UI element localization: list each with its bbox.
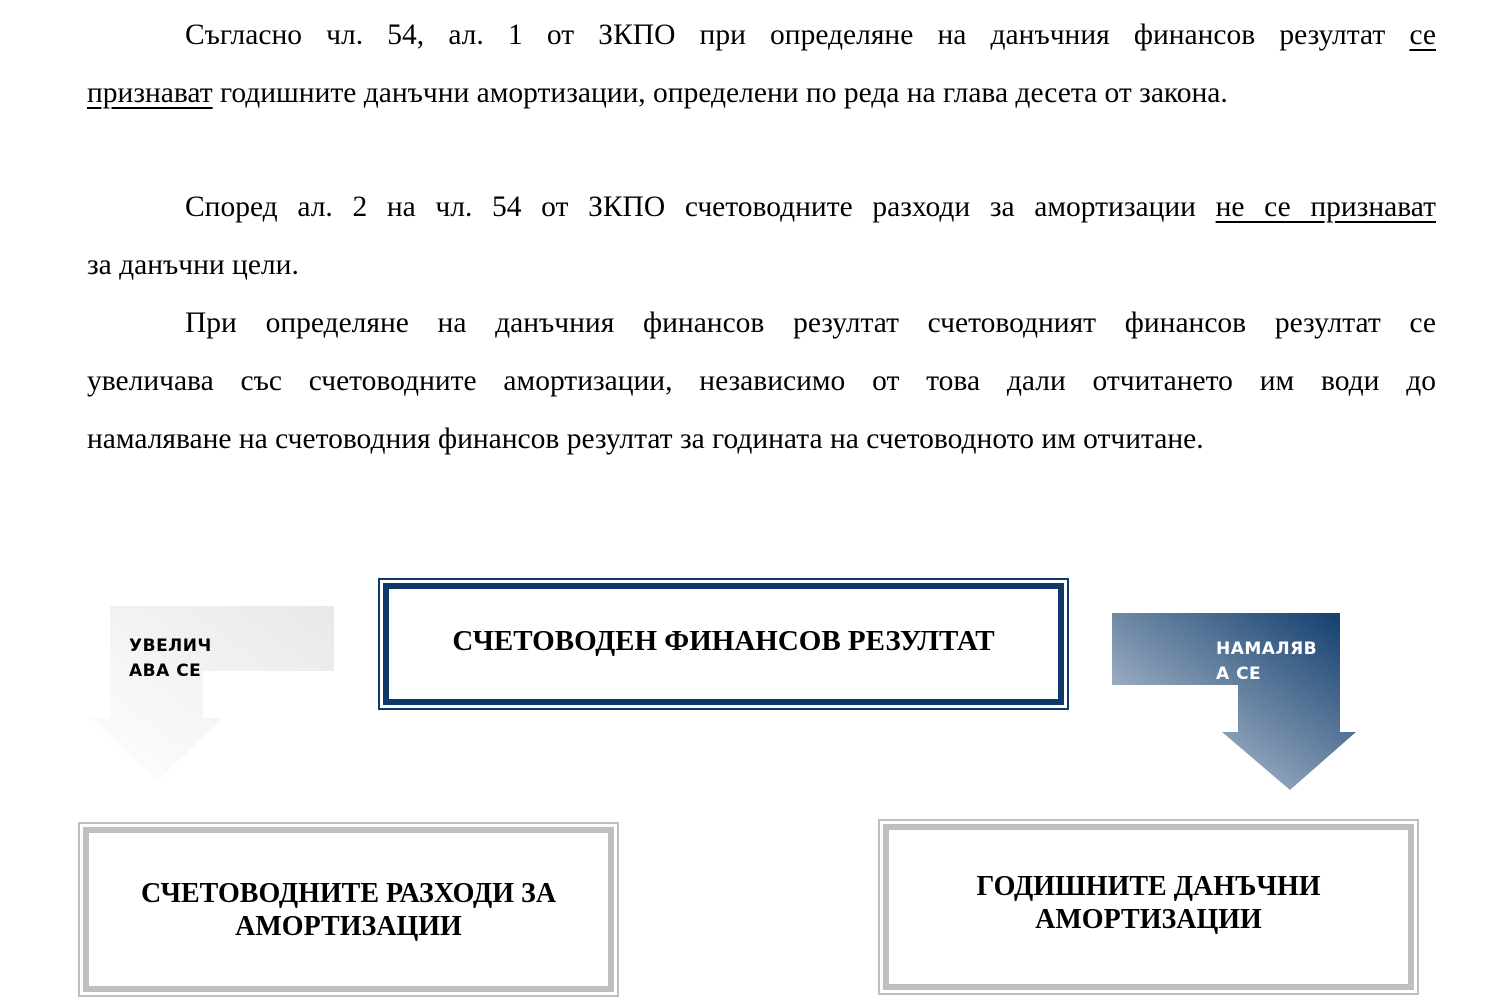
underlined-priznavat: признават xyxy=(87,77,213,109)
accounting-financial-result-box xyxy=(378,578,1069,710)
label-line-2: АМОРТИЗАЦИИ xyxy=(1035,904,1262,935)
annual-tax-depreciation-box xyxy=(878,819,1419,995)
text: за данъчни цели. xyxy=(87,249,299,281)
paragraph-3 xyxy=(87,294,1436,468)
paragraph-2-line-2 xyxy=(87,236,1436,294)
label-line-1: СЧЕТОВОДНИТЕ РАЗХОДИ ЗА xyxy=(140,877,557,909)
paragraph-3-line-3: намаляване на счетоводния финансов резултат за годината на счетоводното им отчитане. xyxy=(87,423,1204,455)
paragraph-1-line-2 xyxy=(87,64,1436,122)
increase-label-line-1: УВЕЛИЧ xyxy=(129,636,212,656)
paragraph-3-line-2: увеличава със счетоводните амортизации, независимо от това дали отчитането им води до xyxy=(87,365,1436,397)
increase-label-line-2: АВА СЕ xyxy=(129,661,202,681)
decrease-label-line-1: НАМАЛЯВ xyxy=(1216,639,1318,659)
paragraph-1 xyxy=(87,6,1436,122)
accounting-depreciation-expenses-label xyxy=(141,877,556,943)
label-line-2: АМОРТИЗАЦИИ xyxy=(235,910,462,942)
decrease-label xyxy=(1216,637,1317,687)
accounting-financial-result-label: СЧЕТОВОДЕН ФИНАНСОВ РЕЗУЛТАТ xyxy=(452,624,995,657)
increase-arrow-icon xyxy=(85,600,345,790)
annual-tax-depreciation-label xyxy=(977,870,1321,936)
accounting-depreciation-expenses-box xyxy=(78,822,619,997)
increase-label xyxy=(129,634,212,684)
decrease-label-line-2: А СЕ xyxy=(1216,664,1262,684)
text: Съгласно чл. 54, ал. 1 от ЗКПО при определяне на данъчния финансов резултат xyxy=(185,19,1410,51)
paragraph-1-line-1 xyxy=(87,6,1436,64)
label-line-1: ГОДИШНИТЕ ДАНЪЧНИ xyxy=(976,871,1321,902)
paragraph-2-line-1 xyxy=(87,178,1436,236)
underlined-ne-se-priznavat: не се признават xyxy=(1215,191,1436,223)
paragraph-3-line-1: При определяне на данъчния финансов резултат счетоводният финансов резултат се xyxy=(185,307,1436,339)
decrease-arrow-icon xyxy=(1105,605,1365,795)
paragraph-2 xyxy=(87,178,1436,294)
text: годишните данъчни амортизации, определени по реда на глава десета от закона. xyxy=(212,77,1228,109)
underlined-se: се xyxy=(1409,19,1436,51)
text: Според ал. 2 на чл. 54 от ЗКПО счетоводните разходи за амортизации xyxy=(185,191,1216,223)
